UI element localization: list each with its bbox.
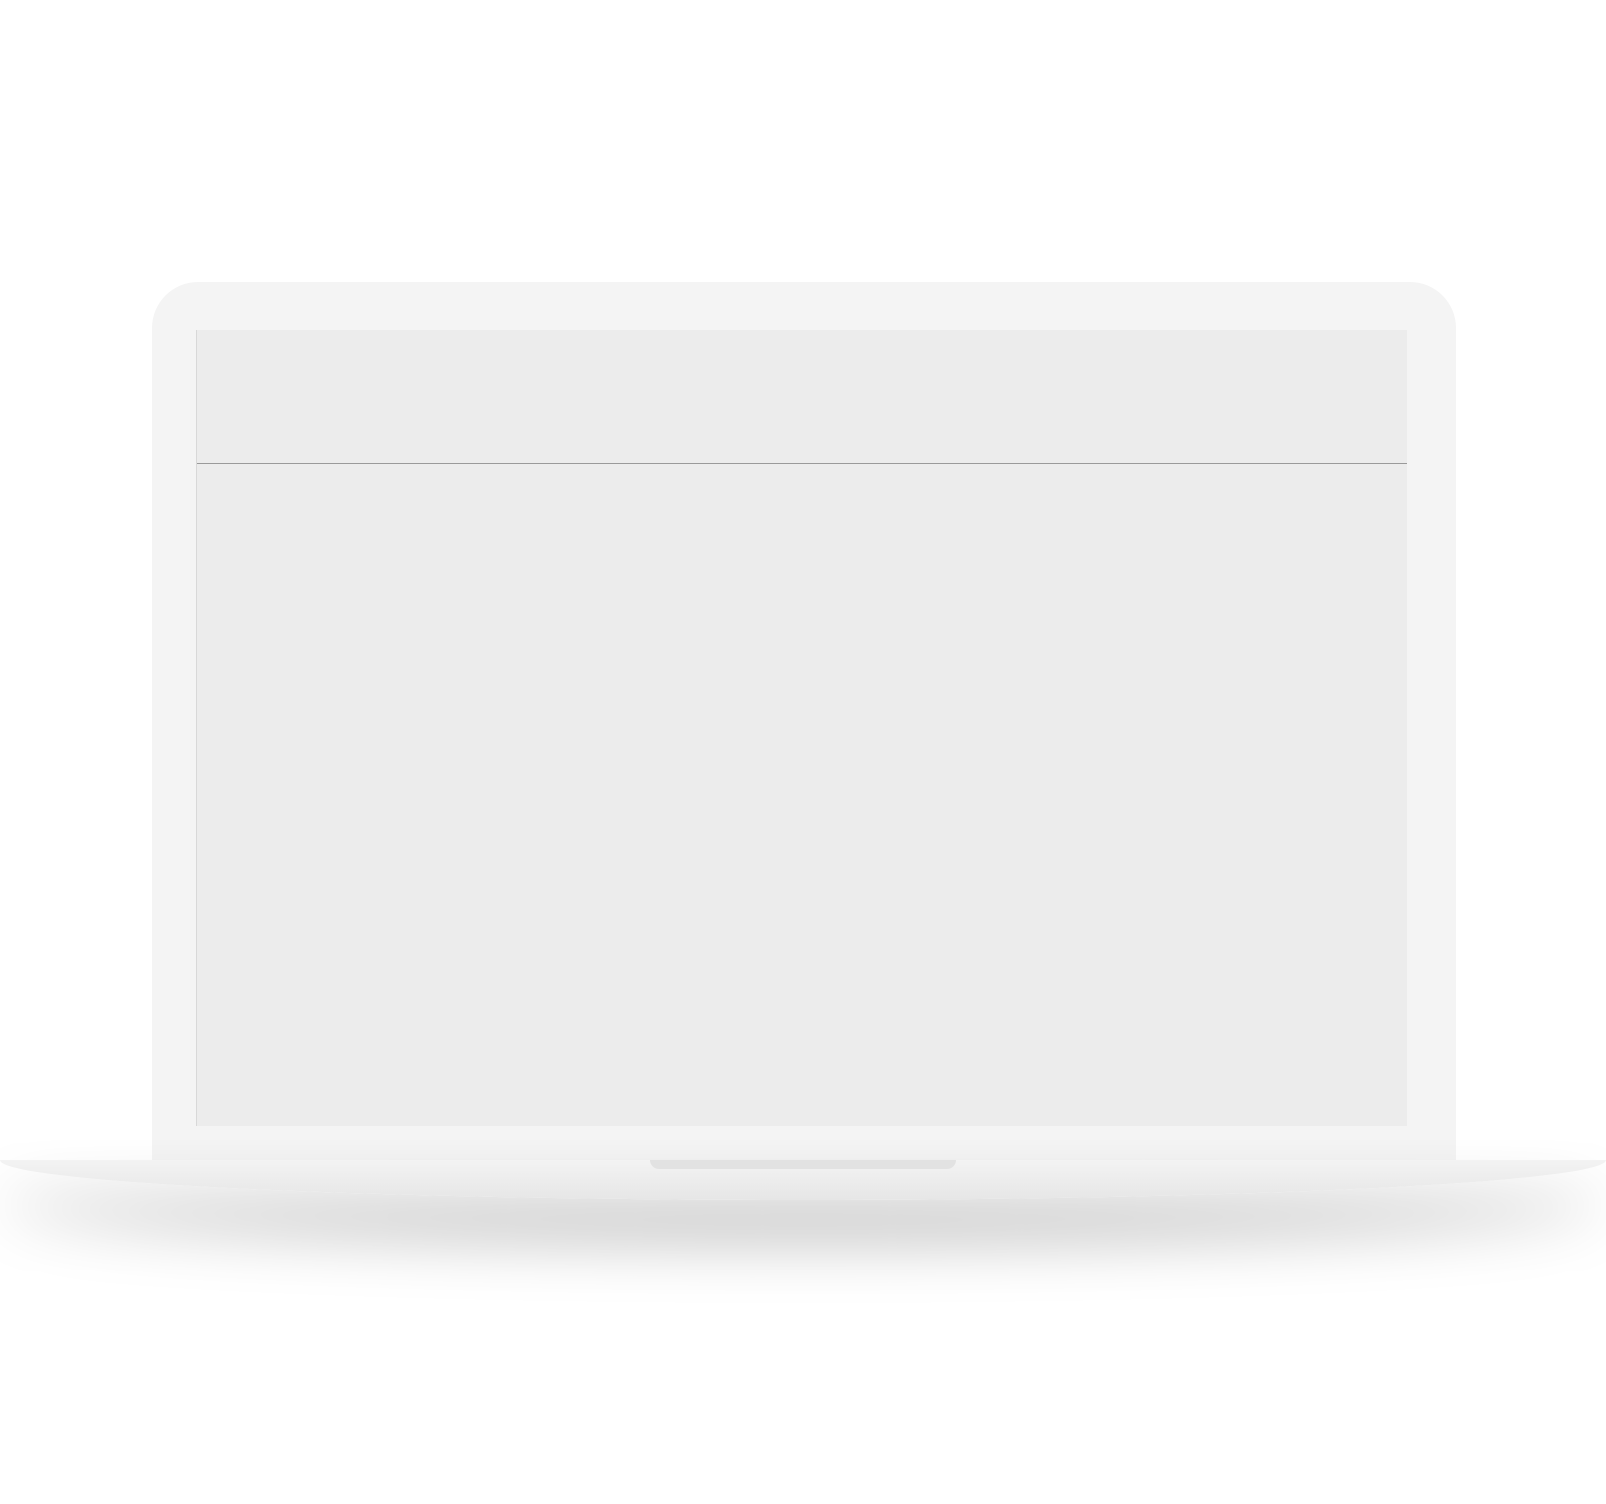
spreadsheet-screen xyxy=(196,330,1407,1126)
wave-icon[interactable] xyxy=(287,394,307,412)
close-box-icon[interactable] xyxy=(259,394,279,412)
navigation-toolbar xyxy=(203,394,335,412)
arrow-left-icon[interactable] xyxy=(203,394,223,412)
laptop-notch xyxy=(650,1160,956,1169)
header-divider xyxy=(197,463,1407,464)
flag-icon[interactable] xyxy=(315,394,335,412)
arrow-right-icon[interactable] xyxy=(231,394,251,412)
